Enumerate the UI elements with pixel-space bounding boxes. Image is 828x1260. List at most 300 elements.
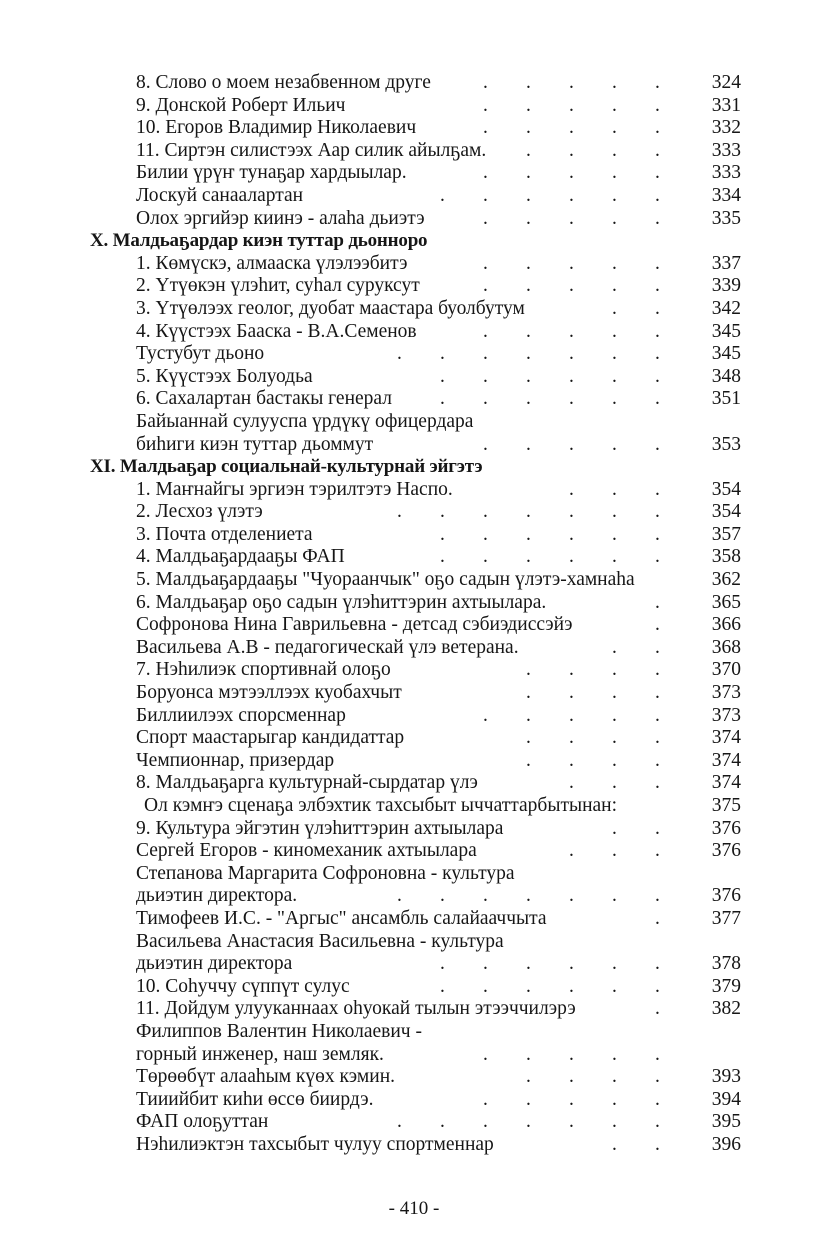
leader-dot: .: [569, 546, 574, 568]
leader-dot: .: [526, 704, 531, 726]
toc-entry-title: горный инженер, наш земляк.: [136, 1043, 384, 1065]
leader-dot: .: [612, 184, 617, 206]
toc-entry-title: 1. Көмүскэ, алмааска үлэлээбитэ: [136, 252, 408, 274]
toc-entry-title: Байыаннай сулууспа үрдүкү офицердара: [136, 410, 474, 432]
leader-dot: .: [483, 546, 488, 568]
toc-entry-page: 335: [711, 207, 741, 229]
toc-entry: [0, 750, 828, 773]
leader-dot: .: [569, 1111, 574, 1133]
toc-entry: [0, 863, 828, 886]
leader-dot: .: [483, 388, 488, 410]
leader-dot: .: [612, 365, 617, 387]
toc-entry: [0, 298, 828, 321]
toc-entry-title: 6. Малдьаҕар оҕо садын үлэһиттэрин ахтыылара.: [136, 591, 547, 613]
toc-entry-page: 342: [711, 297, 741, 319]
leader-dot: .: [612, 1043, 617, 1065]
leader-dot: .: [483, 72, 488, 93]
leader-dot: .: [655, 659, 660, 681]
toc-entry: [0, 885, 828, 908]
leader-dot: .: [655, 591, 660, 613]
toc-entry-page: 348: [711, 365, 741, 387]
dot-leader: [0, 208, 828, 231]
toc-entry: [0, 162, 828, 185]
page-number: - 410 -: [388, 1198, 440, 1219]
dot-leader: [0, 185, 828, 208]
leader-dot: .: [397, 343, 402, 365]
leader-dot: .: [569, 772, 574, 794]
leader-dot: .: [655, 1043, 660, 1065]
leader-dot: .: [569, 343, 574, 365]
leader-dot: .: [483, 207, 488, 229]
leader-dot: .: [440, 546, 445, 568]
leader-dot: .: [569, 252, 574, 274]
toc-entry: [0, 795, 828, 818]
leader-dot: .: [612, 885, 617, 907]
leader-dot: .: [526, 523, 531, 545]
leader-dot: .: [655, 546, 660, 568]
leader-dot: .: [526, 207, 531, 229]
leader-dot: .: [569, 840, 574, 862]
dot-leader: [0, 253, 828, 276]
leader-dot: .: [655, 320, 660, 342]
leader-dot: .: [483, 975, 488, 997]
toc-entry: [0, 524, 828, 547]
toc-entry-title: Боруонса мэтээллээх куобахчыт: [136, 682, 402, 704]
leader-dot: .: [655, 840, 660, 862]
toc-entry-title: Тустубут дьоно: [136, 343, 265, 365]
leader-dot: .: [612, 297, 617, 319]
leader-dot: .: [397, 885, 402, 907]
leader-dot: .: [655, 523, 660, 545]
dot-leader: [0, 162, 828, 185]
leader-dot: .: [483, 704, 488, 726]
toc-entry-title: 11. Сиртэн силистээх Аар силик айылҕам.: [136, 139, 487, 161]
leader-dot: .: [655, 388, 660, 410]
toc-entry-title: Васильева А.В - педагогическай үлэ ветерана.: [136, 636, 519, 658]
toc-entry: [0, 140, 828, 163]
leader-dot: .: [569, 275, 574, 297]
leader-dot: .: [526, 117, 531, 139]
toc-entry-title: ФАП олоҕуттан: [136, 1111, 269, 1133]
leader-dot: .: [526, 501, 531, 523]
leader-dot: .: [612, 320, 617, 342]
toc-entry-page: 382: [711, 998, 741, 1020]
dot-leader: [0, 1066, 828, 1089]
leader-dot: .: [526, 749, 531, 771]
toc-entry-page: 331: [711, 94, 741, 116]
leader-dot: .: [526, 885, 531, 907]
toc-entry-page: 332: [711, 117, 741, 139]
toc-entry-page: 376: [711, 885, 741, 907]
leader-dot: .: [655, 975, 660, 997]
leader-dot: .: [526, 1043, 531, 1065]
dot-leader: [0, 682, 828, 705]
toc-entry-page: 375: [711, 795, 741, 816]
leader-dot: .: [440, 953, 445, 975]
toc-entry: [0, 659, 828, 682]
toc-entry-title: 2. Лесхоз үлэтэ: [136, 501, 263, 523]
leader-dot: .: [440, 343, 445, 365]
toc-entry: [0, 998, 828, 1021]
leader-dot: .: [655, 704, 660, 726]
toc-entry: [0, 908, 828, 931]
toc-entry-title: Тииийбит киһи өссө биирдэ.: [136, 1088, 374, 1110]
leader-dot: .: [483, 523, 488, 545]
toc-entry-title: Тимофеев И.С. - "Аргыс" ансамбль салайааччыта: [136, 907, 547, 929]
toc-entry-title: X. Малдьаҕардар киэн туттар дьонноро: [90, 230, 428, 252]
toc-entry: [0, 953, 828, 976]
leader-dot: .: [655, 72, 660, 93]
leader-dot: .: [612, 1088, 617, 1110]
toc-section-heading: [0, 230, 828, 253]
toc-entry-page: 376: [711, 817, 741, 839]
toc-entry-page: 354: [711, 501, 741, 523]
leader-dot: .: [612, 139, 617, 161]
leader-dot: .: [526, 162, 531, 184]
leader-dot: .: [483, 953, 488, 975]
toc-entry-title: Филиппов Валентин Николаевич -: [136, 1020, 422, 1042]
toc-entry: [0, 208, 828, 231]
leader-dot: .: [612, 94, 617, 116]
toc-entry: [0, 185, 828, 208]
leader-dot: .: [612, 546, 617, 568]
leader-dot: .: [526, 1088, 531, 1110]
dot-leader: [0, 1111, 828, 1134]
leader-dot: .: [569, 1088, 574, 1110]
dot-leader: [0, 546, 828, 569]
leader-dot: .: [612, 704, 617, 726]
dot-leader: [0, 908, 828, 931]
toc-entry-page: 345: [711, 343, 741, 365]
leader-dot: .: [397, 501, 402, 523]
leader-dot: .: [483, 275, 488, 297]
toc-entry-title: дьиэтин директора: [136, 953, 293, 975]
leader-dot: .: [483, 343, 488, 365]
toc-entry-title: Ол кэмҥэ сценаҕа элбэхтик тахсыбыт ыччаттарбытынан:: [144, 795, 618, 816]
toc-entry-page: 373: [711, 704, 741, 726]
dot-leader: [0, 524, 828, 547]
toc-entry: [0, 1134, 828, 1157]
toc-entry-title: 11. Дойдум улууканнаах оһуокай тылын этээччилэрэ: [136, 998, 576, 1020]
leader-dot: .: [612, 727, 617, 749]
leader-dot: .: [483, 1043, 488, 1065]
leader-dot: .: [569, 320, 574, 342]
toc-entry-page: 376: [711, 840, 741, 862]
leader-dot: .: [526, 184, 531, 206]
toc-entry-title: Биллиилээх спорсменнар: [136, 704, 346, 726]
toc-entry-title: 9. Культура эйгэтин үлэһиттэрин ахтыылара: [136, 817, 504, 839]
toc-entry: [0, 343, 828, 366]
toc-entry-title: 2. Үтүөкэн үлэһит, суһал суруксут: [136, 275, 420, 297]
toc-entry-page: 358: [711, 546, 741, 568]
leader-dot: .: [569, 184, 574, 206]
toc-entry-title: дьиэтин директора.: [136, 885, 298, 907]
dot-leader: [0, 840, 828, 863]
toc-entry-title: Степанова Маргарита Софроновна - культура: [136, 862, 515, 884]
toc-entry-title: 4. Малдьаҕардааҕы ФАП: [136, 546, 345, 568]
toc-entry-page: 354: [711, 478, 741, 500]
toc-entry-page: 393: [711, 1066, 741, 1088]
dot-leader: [0, 592, 828, 615]
leader-dot: .: [569, 433, 574, 455]
toc-section-heading: [0, 456, 828, 479]
toc-entry-title: 8. Малдьаҕарга культурнай-сырдатар үлэ: [136, 772, 478, 794]
toc-entry: [0, 117, 828, 140]
toc-entry-title: 5. Малдьаҕардааҕы "Чуораанчык" оҕо садын үлэтэ-хамнаһа: [136, 569, 635, 591]
leader-dot: .: [655, 297, 660, 319]
leader-dot: .: [569, 1066, 574, 1088]
leader-dot: .: [569, 682, 574, 704]
leader-dot: .: [612, 433, 617, 455]
dot-leader: [0, 750, 828, 773]
leader-dot: .: [612, 523, 617, 545]
dot-leader: [0, 321, 828, 344]
toc-entry-page: 373: [711, 682, 741, 704]
leader-dot: .: [655, 817, 660, 839]
leader-dot: .: [526, 72, 531, 93]
leader-dot: .: [440, 523, 445, 545]
leader-dot: .: [569, 953, 574, 975]
leader-dot: .: [612, 817, 617, 839]
toc-entry-page: 333: [711, 162, 741, 184]
toc-entry-title: 6. Сахалартан бастакы генерал: [136, 388, 392, 410]
leader-dot: .: [612, 1111, 617, 1133]
leader-dot: .: [655, 682, 660, 704]
toc-entry-page: 339: [711, 275, 741, 297]
leader-dot: .: [483, 885, 488, 907]
toc-entry-page: 337: [711, 252, 741, 274]
leader-dot: .: [612, 388, 617, 410]
leader-dot: .: [655, 907, 660, 929]
leader-dot: .: [612, 772, 617, 794]
leader-dot: .: [655, 1088, 660, 1110]
toc-entry-title: 3. Үтүөлээх геолог, дуобат маастара буолбутум: [136, 297, 525, 319]
leader-dot: .: [526, 252, 531, 274]
leader-dot: .: [526, 682, 531, 704]
leader-dot: .: [655, 365, 660, 387]
toc-entry: [0, 411, 828, 434]
dot-leader: [0, 479, 828, 502]
dot-leader: [0, 637, 828, 660]
toc-entry: [0, 592, 828, 615]
toc-entry: [0, 1111, 828, 1134]
leader-dot: .: [569, 388, 574, 410]
leader-dot: .: [569, 117, 574, 139]
toc-entry-title: 10. Егоров Владимир Николаевич: [136, 117, 417, 139]
leader-dot: .: [397, 1111, 402, 1133]
toc-entry: [0, 546, 828, 569]
leader-dot: .: [569, 749, 574, 771]
toc-entry-title: Спорт маастарыгар кандидаттар: [136, 727, 405, 749]
toc-entry-page: 374: [711, 727, 741, 749]
dot-leader: [0, 885, 828, 908]
leader-dot: .: [655, 998, 660, 1020]
leader-dot: .: [569, 162, 574, 184]
leader-dot: .: [526, 365, 531, 387]
toc-entry-page: 324: [711, 72, 741, 93]
leader-dot: .: [569, 72, 574, 93]
toc-entry: [0, 434, 828, 457]
leader-dot: .: [655, 501, 660, 523]
leader-dot: .: [526, 975, 531, 997]
dot-leader: [0, 275, 828, 298]
toc-entry-page: 366: [711, 614, 741, 636]
leader-dot: .: [440, 365, 445, 387]
leader-dot: .: [612, 659, 617, 681]
toc-entry-page: 353: [711, 433, 741, 455]
leader-dot: .: [440, 975, 445, 997]
leader-dot: .: [612, 1066, 617, 1088]
leader-dot: .: [483, 320, 488, 342]
dot-leader: [0, 72, 828, 95]
toc-entry-title: XI. Малдьаҕар социальнай-культурнай эйгэтэ: [90, 456, 483, 478]
leader-dot: .: [569, 207, 574, 229]
leader-dot: .: [483, 501, 488, 523]
leader-dot: .: [483, 94, 488, 116]
toc-entry: [0, 682, 828, 705]
dot-leader: [0, 772, 828, 795]
leader-dot: .: [526, 94, 531, 116]
leader-dot: .: [655, 343, 660, 365]
toc-entry-title: Лоскуй санаалартан: [136, 184, 304, 206]
leader-dot: .: [569, 885, 574, 907]
toc-entry-page: 395: [711, 1111, 741, 1133]
toc-entry: [0, 840, 828, 863]
toc-entry: [0, 727, 828, 750]
leader-dot: .: [612, 1133, 617, 1155]
toc-entry: [0, 637, 828, 660]
toc-entry-page: 396: [711, 1133, 741, 1155]
toc-entry-title: Олох эргийэр киинэ - алаһа дьиэтэ: [136, 207, 425, 229]
leader-dot: .: [612, 636, 617, 658]
toc-entry: [0, 501, 828, 524]
dot-leader: [0, 614, 828, 637]
toc-entry-page: 377: [711, 907, 741, 929]
leader-dot: .: [569, 523, 574, 545]
dot-leader: [0, 388, 828, 411]
toc-entry-title: Чемпионнар, призердар: [136, 749, 335, 771]
leader-dot: .: [655, 749, 660, 771]
toc-entry: [0, 72, 828, 95]
toc-entry: [0, 818, 828, 841]
leader-dot: .: [526, 546, 531, 568]
toc-entry-title: 3. Почта отделениета: [136, 523, 313, 545]
leader-dot: .: [483, 1088, 488, 1110]
toc-entry-title: 9. Донской Роберт Ильич: [136, 94, 346, 116]
toc-entry: [0, 614, 828, 637]
leader-dot: .: [655, 1133, 660, 1155]
toc-entry-title: 10. Соһуччу сүппүт сулус: [136, 975, 350, 997]
dot-leader: [0, 1134, 828, 1157]
leader-dot: .: [612, 975, 617, 997]
toc-entry-title: биһиги киэн туттар дьоммут: [136, 433, 374, 455]
leader-dot: .: [526, 1066, 531, 1088]
leader-dot: .: [440, 184, 445, 206]
leader-dot: .: [483, 365, 488, 387]
leader-dot: .: [655, 184, 660, 206]
leader-dot: .: [483, 162, 488, 184]
leader-dot: .: [655, 727, 660, 749]
leader-dot: .: [526, 275, 531, 297]
toc-entry-page: 370: [711, 659, 741, 681]
leader-dot: .: [612, 343, 617, 365]
leader-dot: .: [483, 117, 488, 139]
leader-dot: .: [655, 885, 660, 907]
toc-entry: [0, 976, 828, 999]
leader-dot: .: [569, 501, 574, 523]
leader-dot: .: [569, 94, 574, 116]
toc-entry-page: 379: [711, 975, 741, 997]
leader-dot: .: [526, 1111, 531, 1133]
leader-dot: .: [655, 94, 660, 116]
dot-leader: [0, 434, 828, 457]
leader-dot: .: [569, 659, 574, 681]
leader-dot: .: [612, 501, 617, 523]
toc-entry: [0, 1089, 828, 1112]
dot-leader: [0, 140, 828, 163]
leader-dot: .: [655, 478, 660, 500]
leader-dot: .: [440, 388, 445, 410]
toc-entry-title: Васильева Анастасия Васильевна - культура: [136, 930, 504, 952]
dot-leader: [0, 659, 828, 682]
leader-dot: .: [526, 388, 531, 410]
leader-dot: .: [655, 636, 660, 658]
dot-leader: [0, 95, 828, 118]
toc-entry: [0, 479, 828, 502]
leader-dot: .: [526, 343, 531, 365]
leader-dot: .: [655, 1111, 660, 1133]
dot-leader: [0, 1044, 828, 1067]
leader-dot: .: [483, 433, 488, 455]
toc-entry-page: 368: [711, 636, 741, 658]
table-of-contents: [0, 72, 828, 1157]
dot-leader: [0, 366, 828, 389]
toc-entry-title: 7. Нэһилиэк спортивнай олоҕо: [136, 659, 391, 681]
toc-entry: [0, 705, 828, 728]
toc-entry: [0, 321, 828, 344]
dot-leader: [0, 117, 828, 140]
toc-entry: [0, 1044, 828, 1067]
dot-leader: [0, 298, 828, 321]
leader-dot: .: [440, 885, 445, 907]
toc-entry: [0, 275, 828, 298]
toc-entry-title: 4. Күүстээх Бааска - В.А.Семенов: [136, 320, 417, 342]
toc-entry-page: 345: [711, 320, 741, 342]
leader-dot: .: [655, 433, 660, 455]
toc-entry-title: Сергей Егоров - киномеханик ахтыылара: [136, 840, 477, 862]
leader-dot: .: [526, 953, 531, 975]
leader-dot: .: [612, 478, 617, 500]
leader-dot: .: [569, 704, 574, 726]
leader-dot: .: [655, 252, 660, 274]
leader-dot: .: [612, 953, 617, 975]
leader-dot: .: [569, 727, 574, 749]
toc-entry-title: Софронова Нина Гаврильевна - детсад сэбиэдиссэйэ: [136, 614, 573, 636]
toc-entry-title: Төрөөбүт алааһым күөх кэмин.: [136, 1066, 396, 1088]
leader-dot: .: [655, 953, 660, 975]
toc-entry: [0, 253, 828, 276]
leader-dot: .: [612, 252, 617, 274]
leader-dot: .: [655, 275, 660, 297]
dot-leader: [0, 998, 828, 1021]
leader-dot: .: [612, 162, 617, 184]
leader-dot: .: [440, 501, 445, 523]
toc-entry-title: 5. Күүстээх Болуодьа: [136, 365, 313, 387]
toc-entry: [0, 388, 828, 411]
toc-entry-page: 333: [711, 139, 741, 161]
toc-entry-title: Билии үрүҥ тунаҕар хардыылар.: [136, 162, 407, 184]
leader-dot: .: [440, 1111, 445, 1133]
